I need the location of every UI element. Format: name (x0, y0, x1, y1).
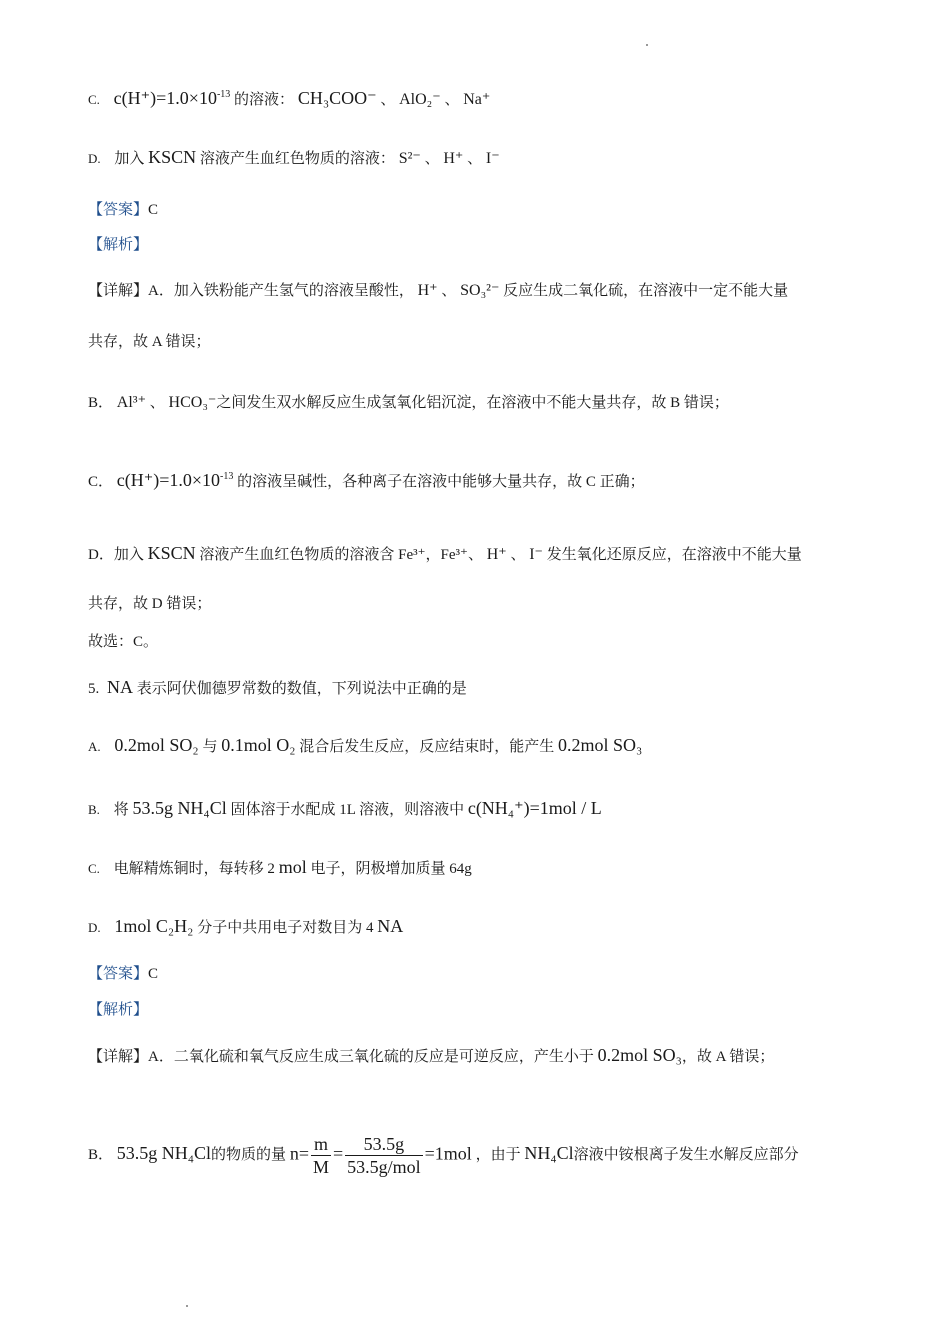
na-symbol: NA (107, 677, 133, 697)
detail-a-text: A．加入铁粉能产生氢气的溶液呈酸性， (148, 283, 414, 299)
ion: H⁺ (443, 150, 464, 167)
condition-formula: $c(H^+)=1.0\times 10^{-13}$ (116, 470, 234, 490)
analysis-tag: 【解析】 (88, 1002, 149, 1018)
separator: 、 (380, 92, 396, 108)
q5-answer-line (88, 963, 158, 985)
detail-c-line (88, 466, 645, 493)
detail-d-text: 溶液产生血红色物质的溶液含 Fe³⁺，Fe³⁺、 (199, 547, 483, 563)
na-symbol: NA (377, 916, 404, 936)
detail-d-label: D．加入 (88, 547, 144, 563)
separator: 、 (441, 283, 457, 299)
option-text: 的溶液： (234, 92, 295, 108)
option-label: C. (88, 861, 100, 876)
detail-c-label: C． (88, 474, 114, 490)
option-mid: 与 (202, 739, 218, 755)
equation: n= $\frac{m}{M}$ = $\frac{53.5g}{\text{53.5g/mol}}$ =1mol (289, 1134, 472, 1178)
ion: CH₃COO⁻ (297, 88, 377, 108)
prev-option-c (88, 84, 490, 111)
question-stem: 表示阿伏伽德罗常数的数值，下列说法中正确的是 (136, 681, 467, 697)
answer-value: C (148, 966, 159, 982)
analysis-line (88, 234, 148, 256)
question-number: 5. (88, 681, 100, 697)
answer-tag: 【答案】 (88, 202, 149, 218)
q5-detail-b-line (88, 1128, 799, 1180)
ion: HCO₃⁻ (168, 394, 217, 411)
ion: Al³⁺ (116, 394, 147, 411)
q5-option-b (88, 797, 602, 821)
detail-d-line (88, 542, 802, 566)
page-mark-bottom (186, 1305, 188, 1307)
option-label: C. (88, 92, 100, 107)
quantity: 0.2mol SO₃ (558, 735, 643, 755)
q5-detail-a-line (88, 1044, 774, 1068)
detail-b-text-2: ，由于 (475, 1147, 521, 1163)
fraction-values: $\frac{53.5g}{\text{53.5g/mol}}$ (347, 1134, 421, 1178)
answer-tag: 【答案】 (88, 966, 149, 982)
detail-b-text: 的物质的量 (211, 1147, 287, 1163)
detail-d-text-2: 发生氧化还原反应，在溶液中不能大量 (546, 547, 802, 563)
detail-b-label: B． (88, 395, 114, 411)
q5-analysis-line (88, 999, 148, 1021)
option-text: 溶液产生血红色物质的溶液： (199, 151, 395, 167)
quantity: 0.2mol SO₂ (114, 735, 199, 755)
fraction-m-over-M: $\frac{m}{M}$ (312, 1134, 329, 1178)
formula: NH₄Cl (524, 1143, 574, 1163)
detail-b-line (88, 392, 729, 414)
answer-line (88, 199, 158, 221)
prev-option-d (88, 146, 500, 170)
option-text: 电解精炼铜时，每转移 2 (113, 861, 275, 877)
q5-option-c (88, 856, 472, 880)
reagent-formula: KSCN (148, 147, 197, 167)
detail-b-text-3: 溶液中铵根离子发生水解反应部分 (573, 1147, 799, 1163)
option-text: 固体溶于水配成 1L 溶液，则溶液中 (230, 802, 465, 818)
reagent-formula: KSCN (147, 543, 196, 563)
ion: S²⁻ (398, 150, 421, 167)
conclusion-line (88, 631, 158, 653)
page-mark-top (646, 44, 648, 46)
ion: H⁺ (417, 282, 438, 299)
separator: 、 (467, 151, 483, 167)
quantity: 53.5g NH₄Cl (116, 1143, 212, 1163)
option-label: A. (88, 739, 101, 754)
option-label: B. (88, 802, 100, 817)
detail-a-line-2 (88, 331, 211, 353)
separator: 、 (444, 92, 460, 108)
answer-value: C (148, 202, 159, 218)
q5-option-d (88, 915, 403, 939)
detail-d-text-3: 共存，故 D 错误； (88, 596, 212, 612)
ion: SO₃²⁻ (460, 282, 500, 299)
quantity: 0.2mol SO₃ (597, 1045, 682, 1065)
option-pre: 加入 (114, 151, 145, 167)
detail-b-label: B． (88, 1147, 114, 1163)
option-label: D. (88, 920, 101, 935)
separator: 、 (424, 151, 440, 167)
detail-a-text-2: 反应生成二氧化硫，在溶液中一定不能大量 (503, 283, 789, 299)
conclusion: 故选：C。 (88, 634, 159, 650)
analysis-tag: 【解析】 (88, 237, 149, 253)
separator: 、 (149, 395, 165, 411)
detail-a-text-3: 共存，故 A 错误； (88, 334, 211, 350)
ion: AlO₂⁻ (399, 91, 441, 108)
option-text: 分子中共用电子对数目为 4 (197, 920, 374, 936)
option-pre: 将 (113, 802, 129, 818)
detail-tag: 【详解】 (88, 283, 149, 299)
detail-a-end: ，故 A 错误； (681, 1049, 775, 1065)
separator: 、 (510, 547, 526, 563)
ion: Na⁺ (463, 91, 491, 108)
option-label: D. (88, 151, 101, 166)
option-text-2: 电子，阴极增加质量 64g (310, 861, 472, 877)
question-5-stem (88, 676, 467, 700)
detail-b-text: 之间发生双水解反应生成氢氧化铝沉淀，在溶液中不能大量共存，故 B 错误； (216, 395, 729, 411)
quantity: 0.1mol O₂ (221, 735, 296, 755)
quantity: 53.5g NH₄Cl (132, 798, 227, 818)
detail-c-text: 的溶液呈碱性，各种离子在溶液中能够大量共存，故 C 正确； (237, 474, 645, 490)
concentration-expr: c(NH₄⁺)=1mol / L (467, 798, 602, 818)
detail-d-line-2 (88, 593, 211, 615)
detail-tag: 【详解】 (88, 1049, 149, 1065)
detail-a-text: A．二氧化硫和氧气反应生成三氧化硫的反应是可逆反应，产生小于 (148, 1049, 594, 1065)
ion: I⁻ (485, 150, 500, 167)
q5-option-a (88, 734, 642, 758)
ion: H⁺ (486, 546, 507, 563)
option-text: 混合后发生反应，反应结束时，能产生 (299, 739, 555, 755)
unit: mol (278, 857, 307, 877)
condition-formula: $c(H^+)=1.0\times 10^{-13}$ (113, 88, 231, 108)
detail-a-line (88, 280, 788, 302)
quantity: 1mol C₂H₂ (114, 916, 194, 936)
ion: I⁻ (529, 546, 543, 563)
